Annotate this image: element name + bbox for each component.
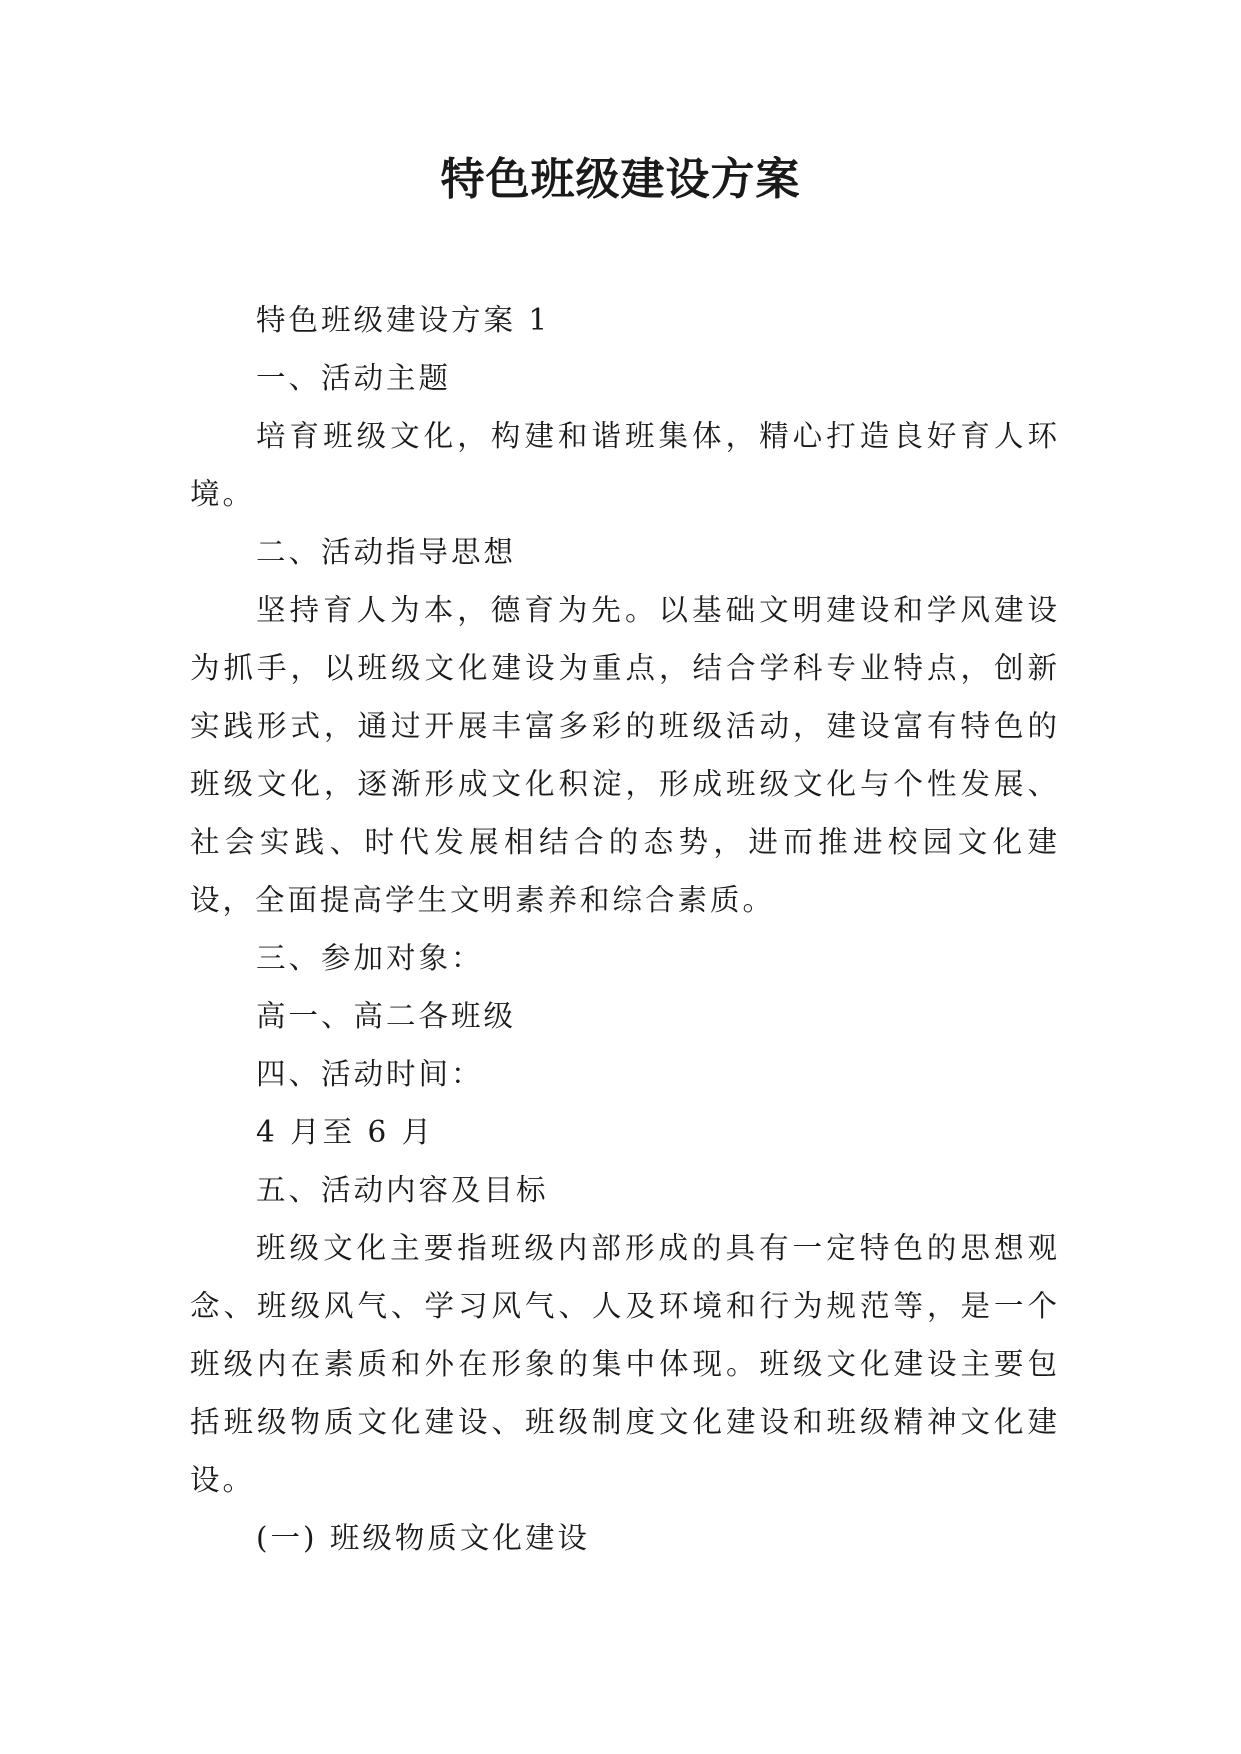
section-heading-theme: 一、活动主题 — [256, 361, 452, 395]
paragraph-guiding-idea: 坚持育人为本，德育为先。以基础文明建设和学风建设为抓手，以班级文化建设为重点，结合学科专业特点，创新实践形式，通过开展丰富多彩的班级活动，建设富有特色的班级文化，逐渐形成文化积淀，形成班级文化与个性发展、社会实践、时代发展相结合的态势，进而推进校园文化建设，全面提高学生文明素养和综合素质。 — [190, 593, 1060, 917]
document-body — [190, 291, 1060, 1567]
paragraph-participants: 高一、高二各班级 — [256, 999, 517, 1033]
document-title: 特色班级建设方案 — [440, 154, 801, 205]
section-heading-plan-1: 特色班级建设方案 1 — [256, 303, 551, 337]
section-heading-participants: 三、参加对象： — [256, 941, 484, 975]
paragraph-content-goals: 班级文化主要指班级内部形成的具有一定特色的思想观念、班级风气、学习风气、人及环境和行为规范等，是一个班级内在素质和外在形象的集中体现。班级文化建设主要包括班级物质文化建设、班级制度文化建设和班级精神文化建设。 — [190, 1231, 1060, 1497]
section-heading-time: 四、活动时间： — [256, 1057, 484, 1091]
section-heading-content-goals: 五、活动内容及目标 — [256, 1173, 549, 1207]
subsection-heading-material-culture: (一) 班级物质文化建设 — [256, 1521, 590, 1555]
section-heading-guiding-idea: 二、活动指导思想 — [256, 535, 517, 569]
paragraph-time: 4 月至 6 月 — [256, 1115, 435, 1149]
paragraph-theme: 培育班级文化，构建和谐班集体，精心打造良好育人环境。 — [190, 419, 1060, 511]
